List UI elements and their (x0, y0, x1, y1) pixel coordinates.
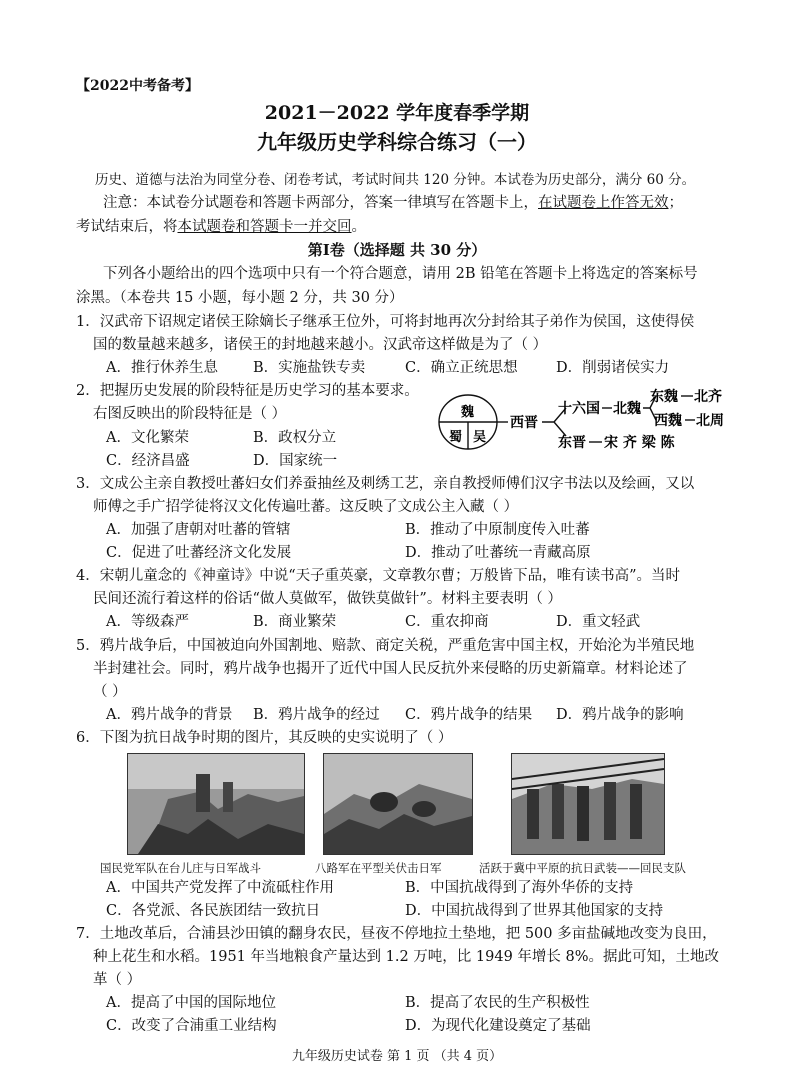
q3-stem-line1: 3．文成公主亲自教授吐蕃妇女们养蚕抽丝及刺绣工艺，亲自教授师傅们汉字书法以及绘画，又以 (76, 476, 695, 492)
q4-option-b: B．商业繁荣 (253, 614, 337, 630)
photo-taierzhuang-image (128, 754, 304, 854)
q6-option-d: D．中国抗战得到了世界其他国家的支持 (405, 903, 664, 919)
q2-option-a: A．文化繁荣 (106, 430, 189, 446)
label-sixteen-kingdoms: 十六国 (558, 401, 600, 417)
caption-photo2: 八路军在平型关伏击日军 (315, 861, 442, 875)
section-instruction-line1: 下列各小题给出的四个选项中只有一个符合题意，请用 2B 铅笔在答题卡上将选定的答案标号 (103, 266, 698, 282)
exam-title: 九年级历史学科综合练习（一） (257, 130, 537, 154)
q6-option-a: A．中国共产党发挥了中流砥柱作用 (106, 880, 334, 896)
q6-stem: 6．下图为抗日战争时期的图片，其反映的史实说明了（ ） (76, 730, 453, 746)
caption-photo3: 活跃于冀中平原的抗日武装——回民支队 (479, 861, 686, 875)
q1-option-d: D．削弱诸侯实力 (556, 360, 670, 376)
exam-tag: 【2022中考备考】 (76, 78, 199, 94)
exam-title-year: 2021－2022 学年度春季学期 (264, 102, 530, 124)
q4-option-a: A．等级森严 (106, 614, 189, 630)
exam-intro: 历史、道德与法治为同堂分卷、闭卷考试，考试时间共 120 分钟。本试卷为历史部分，满分 60 分。 (95, 172, 696, 188)
label-dongwei: 东魏 (650, 389, 678, 405)
label-southern-dynasties: 宋 齐 梁 陈 (604, 435, 675, 451)
q4-stem-line1: 4．宋朝儿童念的《神童诗》中说“天子重英豪，文章教尔曹；万般皆下品，唯有读书高”。当时 (76, 568, 681, 584)
underlined-return: 本试题卷和答题卡一并交回 (177, 219, 352, 235)
q3-option-a: A．加强了唐朝对吐蕃的管辖 (106, 522, 291, 538)
q4-option-c: C．重农抑商 (405, 614, 489, 630)
photo-pingxingguan (323, 753, 473, 855)
exam-note-line2: 考试结束后，将本试题卷和答题卡一并交回。 (76, 219, 366, 235)
underlined-warning: 在试题卷上作答无效 (538, 195, 669, 211)
q5-option-b: B．鸦片战争的经过 (253, 707, 380, 723)
caption-photo1: 国民党军队在台儿庄与日军战斗 (100, 861, 261, 875)
q3-option-c: C．促进了吐蕃经济文化发展 (106, 545, 292, 561)
q7-stem-line2: 种上花生和水稻。1951 年当地粮食产量达到 1.2 万吨，比 1949 年增长 8%。据此可知，土地改 (93, 949, 720, 965)
q3-option-b: B．推动了中原制度传入吐蕃 (405, 522, 590, 538)
q5-stem-line3: （ ） (93, 684, 127, 700)
photo-taierzhuang (127, 753, 305, 855)
q2-stem-line2: 右图反映出的阶段特征是（ ） (93, 406, 287, 422)
q4-option-d: D．重文轻武 (556, 614, 641, 630)
label-beiqi: 北齐 (694, 389, 722, 405)
q5-stem-line1: 5．鸦片战争后，中国被迫向外国割地、赔款、商定关税，严重危害中国主权，开始沦为半殖民地 (76, 638, 695, 654)
exam-note-line1: 注意：本试卷分试题卷和答题卡两部分，答案一律填写在答题卡上，在试题卷上作答无效； (103, 195, 683, 211)
q6-option-b: B．中国抗战得到了海外华侨的支持 (405, 880, 634, 896)
q7-option-d: D．为现代化建设奠定了基础 (405, 1018, 591, 1034)
q3-option-d: D．推动了吐蕃统一青藏高原 (405, 545, 591, 561)
label-beiwei: 北魏 (613, 401, 641, 417)
photo-pingxingguan-image (324, 754, 472, 854)
q1-option-c: C．确立正统思想 (405, 360, 518, 376)
section-title: 第Ⅰ卷（选择题 共 30 分） (307, 241, 487, 259)
q1-option-b: B．实施盐铁专卖 (253, 360, 366, 376)
q2-option-d: D．国家统一 (253, 453, 338, 469)
photo-huimin-image (512, 754, 664, 854)
q4-stem-line2: 民间还流行着这样的俗话“做人莫做军，做铁莫做针”。材料主要表明（ ） (93, 591, 562, 607)
q2-stem-line1: 2．把握历史发展的阶段特征是历史学习的基本要求。 (76, 383, 419, 399)
q5-option-a: A．鸦片战争的背景 (106, 707, 233, 723)
q1-stem-line2: 国的数量越来越多，诸侯王的封地越来越小。汉武帝这样做是为了（ ） (93, 337, 548, 353)
q5-option-c: C．鸦片战争的结果 (405, 707, 533, 723)
q1-option-a: A．推行休养生息 (106, 360, 218, 376)
q2-option-c: C．经济昌盛 (106, 453, 190, 469)
q7-option-b: B．提高了农民的生产积极性 (405, 995, 590, 1011)
photo-huimin-detachment (511, 753, 665, 855)
q7-option-a: A．提高了中国的国际地位 (106, 995, 276, 1011)
label-dongjin: 东晋 (558, 435, 586, 451)
label-xiwei: 西魏 (654, 413, 682, 429)
label-shu: 蜀 (449, 430, 463, 445)
label-wu: 吴 (473, 430, 487, 445)
q7-stem-line3: 革（ ） (93, 972, 142, 988)
q5-option-d: D．鸦片战争的影响 (556, 707, 684, 723)
label-wei: 魏 (461, 405, 475, 420)
label-xijin: 西晋 (510, 415, 538, 431)
q1-stem-line1: 1．汉武帝下诏规定诸侯王除嫡长子继承王位外，可将封地再次分封给其子弟作为侯国，这使得侯 (76, 314, 695, 330)
section-instruction-line2: 涂黑。（本卷共 15 小题，每小题 2 分，共 30 分） (76, 290, 404, 306)
label-beizhou: 北周 (696, 413, 724, 429)
page-footer: 九年级历史试卷 第 1 页 （共 4 页） (291, 1049, 503, 1064)
q3-stem-line2: 师傅之手广招学徒将汉文化传遍吐蕃。这反映了文成公主入藏（ ） (93, 499, 519, 515)
q7-stem-line1: 7．土地改革后，合浦县沙田镇的翻身农民，昼夜不停地拉土垫地，把 500 多亩盐碱地改变为良田， (76, 926, 717, 942)
q5-stem-line2: 半封建社会。同时，鸦片战争也揭开了近代中国人民反抗外来侵略的历史新篇章。材料论述了 (93, 661, 688, 677)
q7-option-c: C．改变了合浦重工业结构 (106, 1018, 277, 1034)
q2-option-b: B．政权分立 (253, 430, 337, 446)
dynasty-diagram (436, 383, 736, 461)
q6-option-c: C．各党派、各民族团结一致抗日 (106, 903, 321, 919)
